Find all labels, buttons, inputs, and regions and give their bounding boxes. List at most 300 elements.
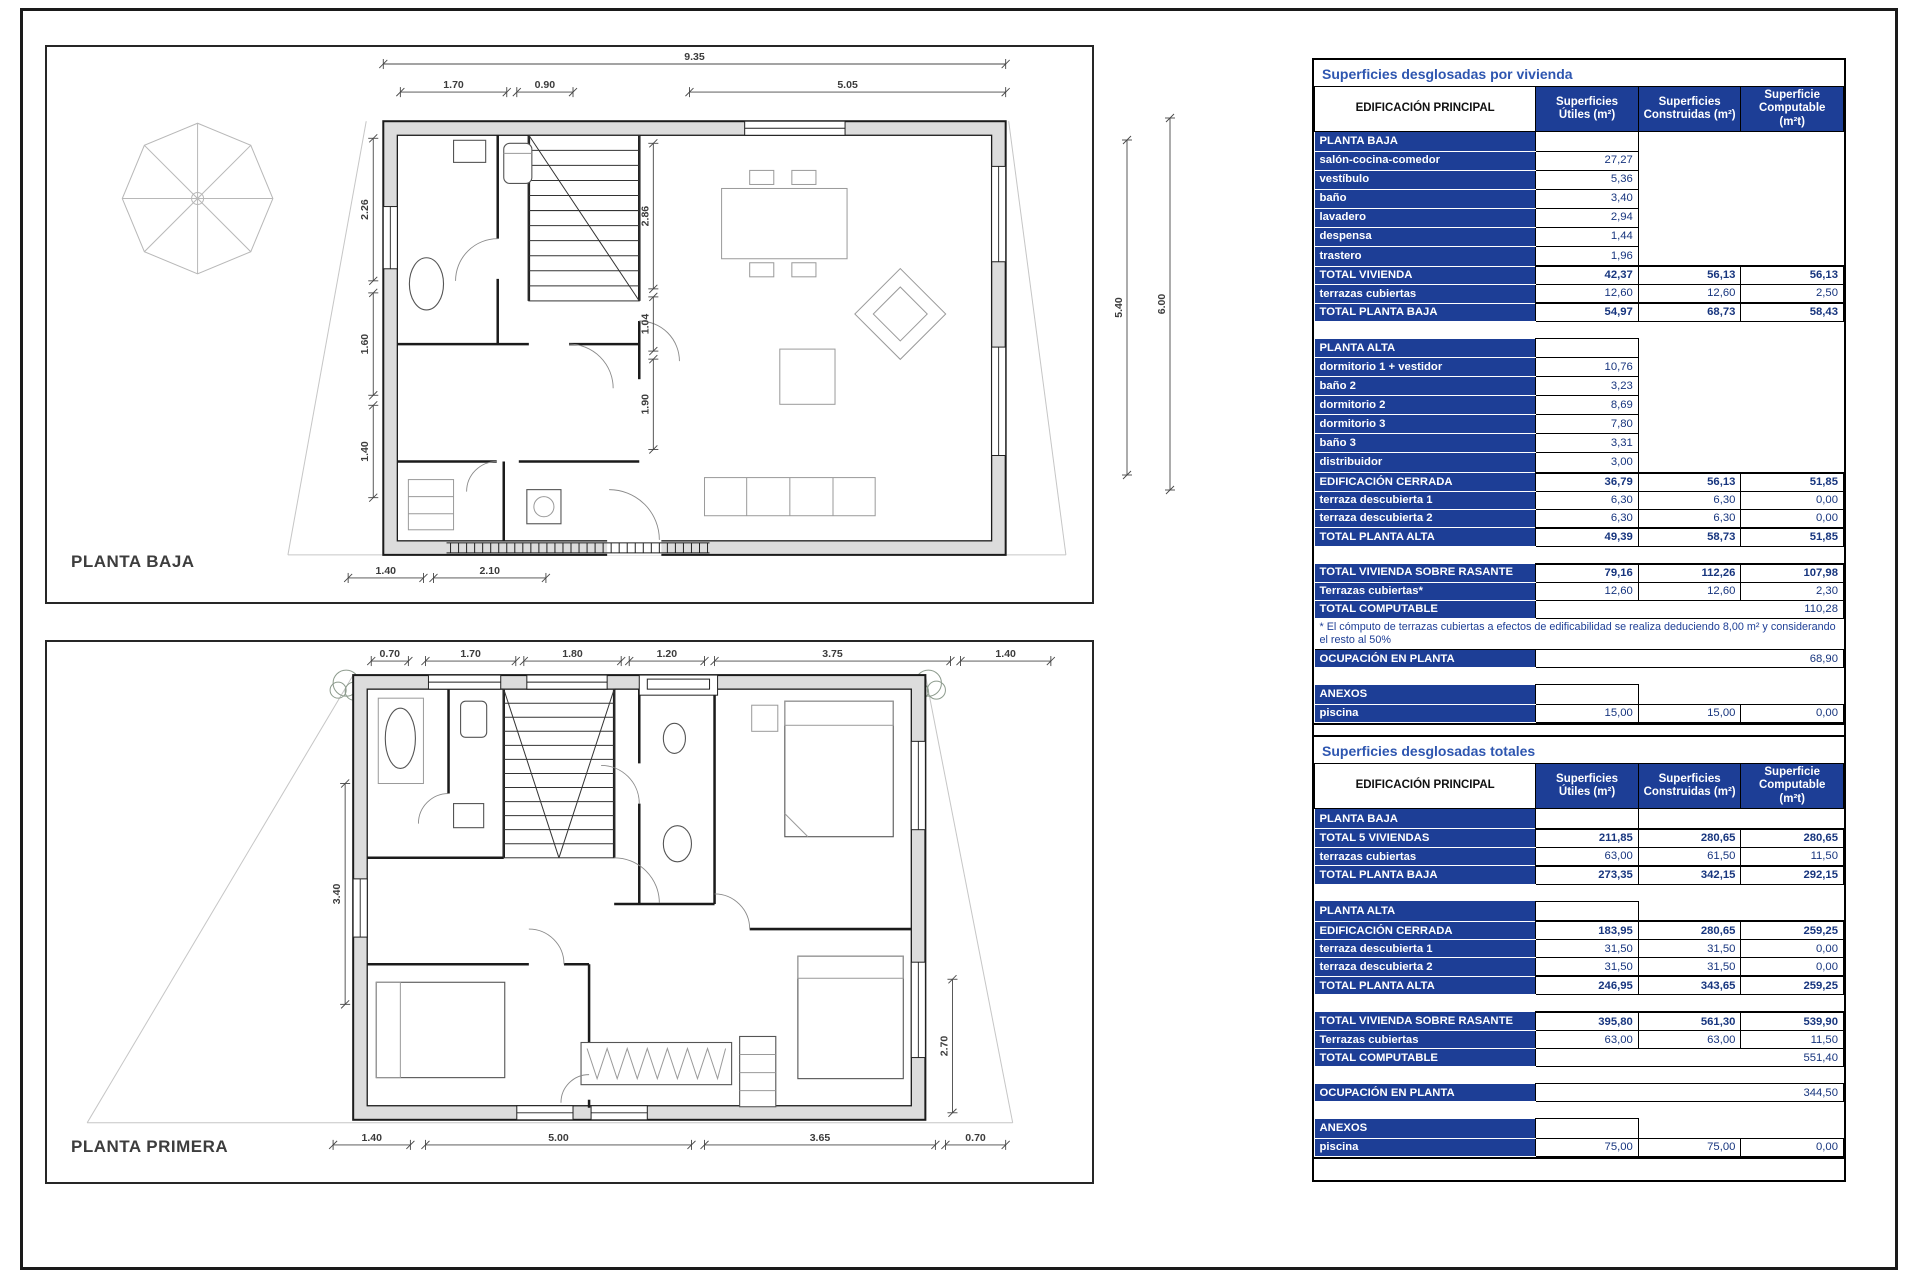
plan-label-planta-baja: PLANTA BAJA xyxy=(71,552,195,571)
cell-value xyxy=(1638,132,1741,152)
cell-value: 51,85 xyxy=(1741,473,1844,492)
cell-value xyxy=(1638,901,1741,921)
dimension-line xyxy=(711,648,955,666)
window xyxy=(992,347,1006,455)
washbasin-icon xyxy=(409,258,443,310)
cell-value: 63,00 xyxy=(1638,1031,1741,1049)
cell-value: 259,25 xyxy=(1741,976,1844,995)
window xyxy=(992,166,1006,261)
table-row xyxy=(1315,285,1844,304)
cell-value xyxy=(1638,151,1741,170)
header-row xyxy=(1315,763,1844,808)
table-row xyxy=(1315,546,1844,564)
table-row xyxy=(1315,958,1844,977)
cell-value: 2,50 xyxy=(1741,285,1844,304)
table-superficies-totales xyxy=(1314,735,1844,1159)
cell-value: 56,13 xyxy=(1638,473,1741,492)
table-row xyxy=(1315,866,1844,885)
cell-value xyxy=(1741,453,1844,473)
dimension-line xyxy=(685,79,1009,97)
cell-value: 0,00 xyxy=(1741,1138,1844,1156)
cell-value xyxy=(1536,685,1639,705)
table-row xyxy=(1315,227,1844,246)
cell-value: 551,40 xyxy=(1536,1049,1844,1067)
cell-value xyxy=(1741,685,1844,705)
column-header: EDIFICACIÓN PRINCIPAL xyxy=(1315,763,1536,808)
table-row xyxy=(1315,1049,1844,1067)
table-row xyxy=(1315,339,1844,358)
cell-value xyxy=(1536,808,1639,829)
row-label: dormitorio 3 xyxy=(1315,415,1536,434)
terrace-door xyxy=(517,1106,573,1120)
cell-value xyxy=(1638,685,1741,705)
dim-label: 1.90 xyxy=(639,394,652,415)
cell-value: 58,73 xyxy=(1638,528,1741,547)
cell-value: 0,00 xyxy=(1741,958,1844,977)
dimension-line xyxy=(359,401,378,501)
cell-value: 31,50 xyxy=(1536,940,1639,958)
bed xyxy=(376,982,504,1077)
cell-value xyxy=(1638,377,1741,396)
table-row xyxy=(1315,901,1844,921)
cell-value xyxy=(1741,227,1844,246)
cell-value xyxy=(1741,808,1844,829)
dimension-line xyxy=(421,648,519,666)
row-label: terraza descubierta 1 xyxy=(1315,940,1536,958)
dim-label: 1.70 xyxy=(460,648,481,661)
table-row xyxy=(1315,650,1844,668)
column-header: Superficie Computable (m²t) xyxy=(1741,763,1844,808)
cell-value: 8,69 xyxy=(1536,396,1639,415)
table-row xyxy=(1315,1084,1844,1102)
header-row xyxy=(1315,87,1844,132)
row-label: piscina xyxy=(1315,1138,1536,1156)
dim-label: 1.80 xyxy=(562,648,583,661)
cell-value: 75,00 xyxy=(1638,1138,1741,1156)
cell-value: 68,73 xyxy=(1638,303,1741,322)
dim-label: 0.70 xyxy=(379,648,401,661)
cell-value: 42,37 xyxy=(1536,266,1639,285)
table-row xyxy=(1315,170,1844,189)
dimension-line xyxy=(1156,114,1175,494)
cell-value: 0,00 xyxy=(1741,704,1844,722)
cell-value xyxy=(1741,396,1844,415)
cell-value xyxy=(1638,415,1741,434)
row-label: PLANTA BAJA xyxy=(1315,132,1536,152)
surface-table xyxy=(1314,86,1844,723)
cell-value xyxy=(1638,1119,1741,1139)
dim-label: 1.40 xyxy=(375,564,397,577)
cell-value: 183,95 xyxy=(1536,921,1639,940)
cell-value: 10,76 xyxy=(1536,358,1639,377)
cell-value: 1,44 xyxy=(1536,227,1639,246)
dim-label: 5.40 xyxy=(1113,297,1125,318)
plan-frame-planta-primera xyxy=(45,640,1094,1184)
window xyxy=(353,879,367,937)
row-label: OCUPACIÓN EN PLANTA xyxy=(1315,1084,1536,1102)
plan-label-planta-primera: PLANTA PRIMERA xyxy=(71,1137,229,1156)
wardrobe xyxy=(581,1042,732,1084)
cell-value: 6,30 xyxy=(1536,491,1639,509)
cell-value: 51,85 xyxy=(1741,528,1844,547)
table-row xyxy=(1315,921,1844,940)
table-row xyxy=(1315,473,1844,492)
cell-value: 395,80 xyxy=(1536,1012,1639,1031)
column-header: Superficie Computable (m²t) xyxy=(1741,87,1844,132)
cell-value: 3,40 xyxy=(1536,189,1639,208)
bed xyxy=(798,956,903,1078)
table-row xyxy=(1315,358,1844,377)
column-header: Superficies Construidas (m²) xyxy=(1638,763,1741,808)
cell-value: 75,00 xyxy=(1536,1138,1639,1156)
cell-value: 343,65 xyxy=(1638,976,1741,995)
column-header: EDIFICACIÓN PRINCIPAL xyxy=(1315,87,1536,132)
table-row xyxy=(1315,668,1844,685)
column-header: Superficies Útiles (m²) xyxy=(1536,763,1639,808)
row-label: ANEXOS xyxy=(1315,1119,1536,1139)
dimension-line xyxy=(359,289,378,399)
cell-value: 31,50 xyxy=(1638,958,1741,977)
cell-value: 280,65 xyxy=(1741,829,1844,848)
row-label: terraza descubierta 2 xyxy=(1315,509,1536,528)
table-row xyxy=(1315,1067,1844,1084)
window-niche xyxy=(639,675,717,695)
cell-value xyxy=(1315,1067,1844,1084)
cell-value: 3,00 xyxy=(1536,453,1639,473)
dimension-line xyxy=(701,1132,940,1150)
dim-label: 2.26 xyxy=(359,199,372,220)
row-label: OCUPACIÓN EN PLANTA xyxy=(1315,650,1536,668)
cell-value: 54,97 xyxy=(1536,303,1639,322)
cell-value: 6,30 xyxy=(1638,491,1741,509)
cell-value: 5,36 xyxy=(1536,170,1639,189)
dim-label: 2.70 xyxy=(938,1035,951,1057)
table-row xyxy=(1315,434,1844,453)
table-row xyxy=(1315,847,1844,866)
cell-value xyxy=(1741,132,1844,152)
dimension-line xyxy=(379,51,1009,69)
cell-value: 61,50 xyxy=(1638,847,1741,866)
dim-label: 1.40 xyxy=(361,1131,382,1144)
row-label: PLANTA ALTA xyxy=(1315,901,1536,921)
cell-value xyxy=(1638,434,1741,453)
row-label: TOTAL PLANTA ALTA xyxy=(1315,976,1536,995)
cell-value xyxy=(1315,1102,1844,1119)
table-row xyxy=(1315,1138,1844,1156)
row-label: baño 2 xyxy=(1315,377,1536,396)
cell-value: 7,80 xyxy=(1536,415,1639,434)
row-label: vestíbulo xyxy=(1315,170,1536,189)
cell-value: 79,16 xyxy=(1536,564,1639,583)
row-label: EDIFICACIÓN CERRADA xyxy=(1315,921,1536,940)
cell-value: 56,13 xyxy=(1741,266,1844,285)
cell-value xyxy=(1741,151,1844,170)
cell-value xyxy=(1741,208,1844,227)
cell-value xyxy=(1741,246,1844,266)
dimension-line xyxy=(329,1132,414,1150)
cell-value: 0,00 xyxy=(1741,509,1844,528)
cell-value: 110,28 xyxy=(1536,600,1844,618)
table-row xyxy=(1315,322,1844,339)
row-label: terrazas cubiertas xyxy=(1315,285,1536,304)
table-row xyxy=(1315,453,1844,473)
cell-value: 273,35 xyxy=(1536,866,1639,885)
row-label: PLANTA BAJA xyxy=(1315,808,1536,829)
table-row xyxy=(1315,509,1844,528)
dim-label: 5.00 xyxy=(548,1131,569,1144)
row-label: TOTAL PLANTA BAJA xyxy=(1315,303,1536,322)
row-label: TOTAL VIVIENDA xyxy=(1315,266,1536,285)
dimension-line xyxy=(396,79,510,97)
table-row xyxy=(1315,303,1844,322)
planta-baja-drawing xyxy=(47,47,1092,602)
cell-value xyxy=(1315,546,1844,564)
table-row xyxy=(1315,491,1844,509)
dimension-line xyxy=(359,134,378,285)
window xyxy=(383,207,397,269)
cell-value xyxy=(1638,358,1741,377)
cell-value: 0,00 xyxy=(1741,940,1844,958)
dim-label: 1.60 xyxy=(359,333,372,355)
sink-icon xyxy=(454,140,486,162)
cell-value xyxy=(1536,339,1639,358)
row-label: piscina xyxy=(1315,704,1536,722)
row-label: TOTAL VIVIENDA SOBRE RASANTE xyxy=(1315,564,1536,583)
plan-frame-planta-baja xyxy=(45,45,1094,604)
row-label: TOTAL COMPUTABLE xyxy=(1315,600,1536,618)
row-label: despensa xyxy=(1315,227,1536,246)
row-label: baño xyxy=(1315,189,1536,208)
dim-label: 1.40 xyxy=(359,441,372,462)
cell-value: 6,30 xyxy=(1536,509,1639,528)
dimension-line xyxy=(429,565,549,583)
dim-label: 1.40 xyxy=(995,648,1016,661)
table-row xyxy=(1315,582,1844,600)
cell-value xyxy=(1741,170,1844,189)
cell-value: 3,31 xyxy=(1536,434,1639,453)
dim-label: 1.70 xyxy=(443,79,464,92)
cell-value: 15,00 xyxy=(1536,704,1639,722)
cell-value: 539,90 xyxy=(1741,1012,1844,1031)
cell-value: 31,50 xyxy=(1638,940,1741,958)
cell-value: 49,39 xyxy=(1536,528,1639,547)
table-row xyxy=(1315,151,1844,170)
table-row xyxy=(1315,1031,1844,1049)
row-label: baño 3 xyxy=(1315,434,1536,453)
cell-value: 63,00 xyxy=(1536,1031,1639,1049)
cell-value: 56,13 xyxy=(1638,266,1741,285)
table-title: Superficies desglosadas totales xyxy=(1322,742,1536,759)
row-label: Terrazas cubiertas xyxy=(1315,1031,1536,1049)
cell-value: 342,15 xyxy=(1638,866,1741,885)
dimension-line xyxy=(1113,136,1132,479)
cell-value: 107,98 xyxy=(1741,564,1844,583)
table-row xyxy=(1315,808,1844,829)
washbasin-icon xyxy=(663,826,691,862)
cell-value xyxy=(1315,884,1844,901)
row-label: PLANTA ALTA xyxy=(1315,339,1536,358)
dim-label: 0.90 xyxy=(534,79,556,92)
dimension-line xyxy=(513,79,577,97)
cell-value xyxy=(1315,322,1844,339)
column-header: Superficies Útiles (m²) xyxy=(1536,87,1639,132)
washer-icon xyxy=(527,490,561,524)
row-label: terraza descubierta 1 xyxy=(1315,491,1536,509)
cell-value xyxy=(1536,132,1639,152)
dim-label: 3.75 xyxy=(822,648,843,661)
table-row xyxy=(1315,246,1844,266)
table-title: Superficies desglosadas por vivienda xyxy=(1322,66,1573,82)
cell-value xyxy=(1741,339,1844,358)
cell-value: 12,60 xyxy=(1536,582,1639,600)
dim-label: 1.20 xyxy=(656,648,678,661)
table-row xyxy=(1315,884,1844,901)
table-row xyxy=(1315,208,1844,227)
cell-value xyxy=(1536,901,1639,921)
table-row xyxy=(1315,995,1844,1013)
cell-value xyxy=(1638,227,1741,246)
entrance-door-opening xyxy=(607,540,661,556)
table-row xyxy=(1315,1119,1844,1139)
cell-value: 292,15 xyxy=(1741,866,1844,885)
window xyxy=(428,675,500,689)
parasol-icon xyxy=(122,123,273,274)
table-row xyxy=(1315,704,1844,722)
cell-value: 11,50 xyxy=(1741,847,1844,866)
cell-value xyxy=(1741,901,1844,921)
row-label: terrazas cubiertas xyxy=(1315,847,1536,866)
toilet-icon xyxy=(663,723,685,753)
cell-value: 259,25 xyxy=(1741,921,1844,940)
surface-table xyxy=(1314,763,1844,1157)
dimension-line xyxy=(625,648,708,666)
row-label: Terrazas cubiertas* xyxy=(1315,582,1536,600)
cell-value: 68,90 xyxy=(1536,650,1844,668)
cell-value xyxy=(1315,668,1844,685)
terrace-door xyxy=(591,1106,647,1120)
cell-value xyxy=(1638,208,1741,227)
cell-value: 211,85 xyxy=(1536,829,1639,848)
row-label: terraza descubierta 2 xyxy=(1315,958,1536,977)
row-label: ANEXOS xyxy=(1315,685,1536,705)
cell-value: 12,60 xyxy=(1536,285,1639,304)
row-label: trastero xyxy=(1315,246,1536,266)
table-row xyxy=(1315,600,1844,618)
dim-label: 2.10 xyxy=(479,564,500,577)
dimension-line xyxy=(421,1132,695,1150)
column-header: Superficies Construidas (m²) xyxy=(1638,87,1741,132)
toilet-icon xyxy=(461,701,487,737)
row-label: lavadero xyxy=(1315,208,1536,227)
cell-value: 561,30 xyxy=(1638,1012,1741,1031)
table-row xyxy=(1315,618,1844,650)
cell-value xyxy=(1741,415,1844,434)
dimension-line xyxy=(938,975,957,1117)
row-label: dormitorio 2 xyxy=(1315,396,1536,415)
cell-value: 6,30 xyxy=(1638,509,1741,528)
cell-value: 0,00 xyxy=(1741,491,1844,509)
tables-panel xyxy=(1312,58,1846,1182)
dim-label: 0.70 xyxy=(965,1131,986,1144)
window xyxy=(527,675,607,689)
cell-value: 12,60 xyxy=(1638,582,1741,600)
cell-value: 63,00 xyxy=(1536,847,1639,866)
dim-label: 9.35 xyxy=(684,50,705,63)
cell-value: 280,65 xyxy=(1638,921,1741,940)
table-row xyxy=(1315,377,1844,396)
cell-value xyxy=(1741,358,1844,377)
table-row xyxy=(1315,976,1844,995)
dim-label: 1.04 xyxy=(639,313,652,335)
table-row xyxy=(1315,266,1844,285)
cell-value xyxy=(1741,377,1844,396)
cell-value xyxy=(1638,170,1741,189)
cell-value: 58,43 xyxy=(1741,303,1844,322)
cell-value xyxy=(1536,1119,1639,1139)
row-label: TOTAL COMPUTABLE xyxy=(1315,1049,1536,1067)
planta-primera-drawing xyxy=(47,642,1092,1182)
table-row xyxy=(1315,1012,1844,1031)
toilet-icon xyxy=(504,143,532,183)
table-row xyxy=(1315,132,1844,152)
cell-value xyxy=(1638,808,1741,829)
cell-value xyxy=(1315,995,1844,1013)
table-row xyxy=(1315,1102,1844,1119)
cell-value: 36,79 xyxy=(1536,473,1639,492)
cell-value xyxy=(1638,453,1741,473)
table-row xyxy=(1315,189,1844,208)
cell-value: 15,00 xyxy=(1638,704,1741,722)
closet-shelves xyxy=(740,1036,776,1106)
row-label: distribuidor xyxy=(1315,453,1536,473)
planta-baja-right-dimensions xyxy=(1092,100,1212,570)
table-row xyxy=(1315,685,1844,705)
dimension-line xyxy=(344,565,427,583)
table-row xyxy=(1315,940,1844,958)
window xyxy=(745,121,845,135)
table-row xyxy=(1315,415,1844,434)
row-label: TOTAL 5 VIVIENDAS xyxy=(1315,829,1536,848)
cell-value: 344,50 xyxy=(1536,1084,1844,1102)
cell-value xyxy=(1741,434,1844,453)
cell-value: 2,30 xyxy=(1741,582,1844,600)
cell-value: 31,50 xyxy=(1536,958,1639,977)
cell-value: 27,27 xyxy=(1536,151,1639,170)
dimension-line xyxy=(941,1132,1009,1150)
window xyxy=(911,962,925,1057)
dimension-line xyxy=(956,648,1054,666)
cell-value xyxy=(1638,189,1741,208)
cell-value: 1,96 xyxy=(1536,246,1639,266)
dim-label: 3.65 xyxy=(809,1131,831,1144)
cell-value: 2,94 xyxy=(1536,208,1639,227)
table-row xyxy=(1315,829,1844,848)
table-row xyxy=(1315,528,1844,547)
cell-value: * El cómputo de terrazas cubiertas a efectos de edificabilidad se realiza deduciendo 8,00 m² y considerando el resto al 50% xyxy=(1315,618,1844,650)
row-label: EDIFICACIÓN CERRADA xyxy=(1315,473,1536,492)
cell-value xyxy=(1638,339,1741,358)
row-label: dormitorio 1 + vestidor xyxy=(1315,358,1536,377)
table-row xyxy=(1315,564,1844,583)
cell-value xyxy=(1741,189,1844,208)
cell-value: 12,60 xyxy=(1638,285,1741,304)
cell-value xyxy=(1638,396,1741,415)
table-row xyxy=(1315,396,1844,415)
cell-value: 280,65 xyxy=(1638,829,1741,848)
dimension-line xyxy=(367,648,412,666)
table-superficies-por-vivienda xyxy=(1314,60,1844,725)
row-label: TOTAL PLANTA ALTA xyxy=(1315,528,1536,547)
